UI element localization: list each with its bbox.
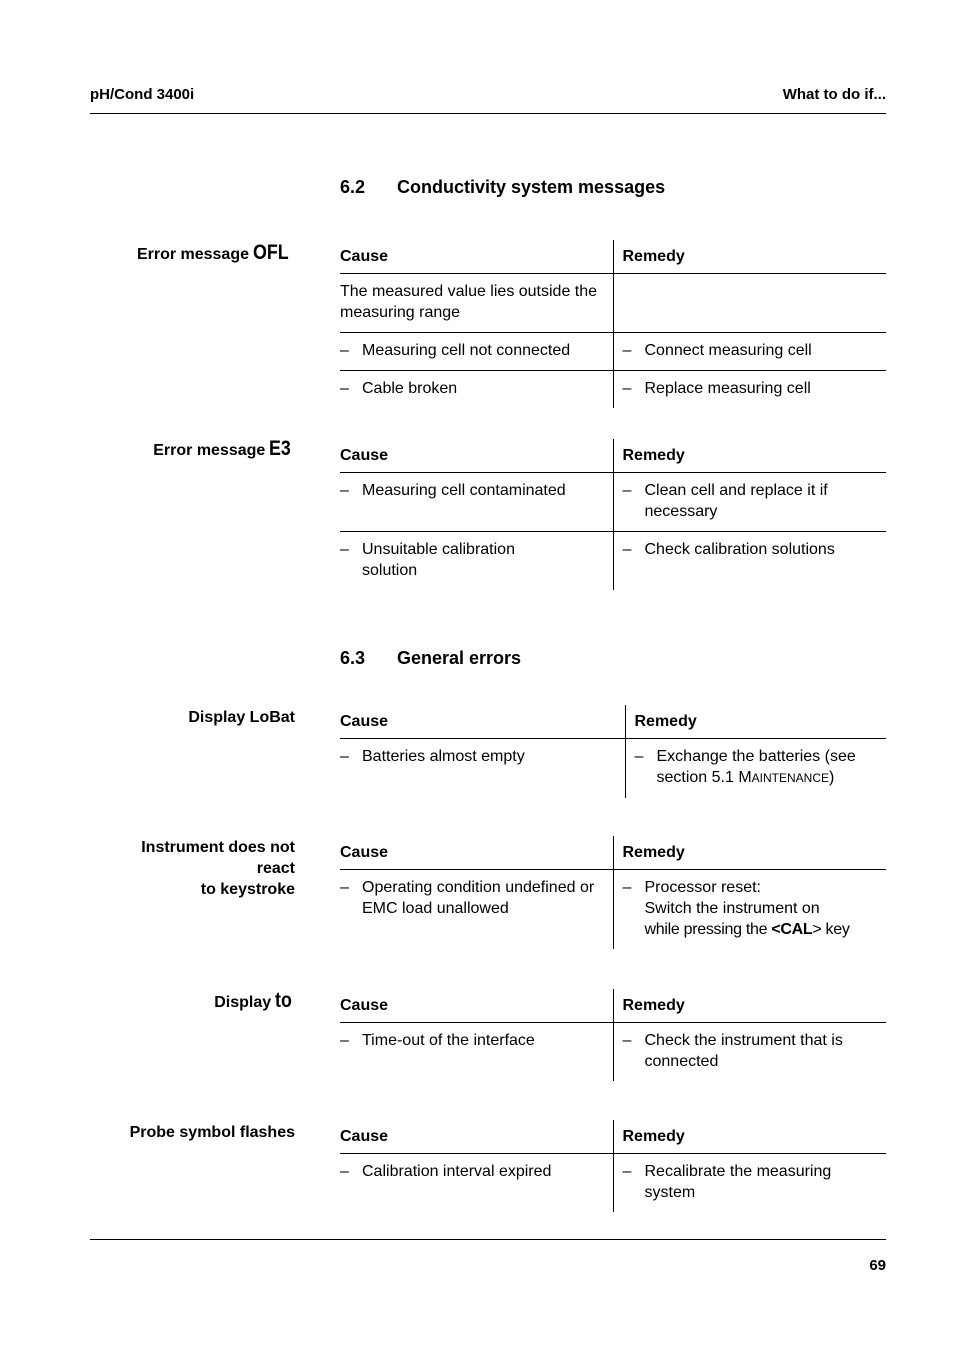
remedy-cell [613, 473, 886, 532]
table-header-row [340, 1120, 886, 1154]
table-row [340, 532, 886, 591]
cause-text: Operating condition undefined or EMC load unallowed [362, 879, 595, 917]
ofl-display-symbol: OFL [253, 241, 289, 264]
dash: – [622, 1163, 632, 1180]
remedy-cell [613, 1023, 886, 1082]
dash: – [340, 482, 349, 499]
table-header-row [340, 240, 886, 274]
side-label-line: Instrument does not [141, 839, 295, 856]
column-header-remedy: Remedy [613, 439, 886, 473]
column-header-remedy: Remedy [613, 1120, 886, 1154]
side-label-probe: Probe symbol flashes [129, 1124, 295, 1141]
side-label-lobat: Display LoBat [188, 709, 295, 726]
side-label-line: to keystroke [200, 881, 295, 898]
table-header-row [340, 989, 886, 1023]
cause-text: Cable broken [362, 380, 458, 397]
cause-text: Batteries almost empty [362, 748, 525, 765]
table-header-row [340, 836, 886, 870]
table-lobat [340, 705, 886, 798]
table-row [340, 371, 886, 409]
remedy-cell [613, 532, 886, 591]
dash: – [622, 342, 632, 359]
dash: – [340, 879, 349, 896]
remedy-text-part: while pressing the [644, 921, 772, 938]
table-header-row [340, 439, 886, 473]
dash: – [340, 748, 349, 765]
table-row [340, 1154, 886, 1213]
running-header-left: pH/Cond 3400i [90, 86, 195, 103]
remedy-cell [613, 870, 886, 950]
remedy-text: Check the instrument that is connected [644, 1032, 843, 1070]
dash: – [340, 541, 349, 558]
table-row [340, 274, 886, 333]
remedy-text: Recalibrate the measuring system [644, 1163, 832, 1201]
table-header-row [340, 705, 886, 739]
side-label-text: Error message [153, 442, 266, 459]
remedy-cell [625, 739, 886, 799]
remedy-cell [613, 274, 886, 333]
header-rule [90, 113, 886, 114]
remedy-text-part: ) [829, 769, 835, 786]
cause-cell [340, 274, 613, 333]
section-title: General errors [397, 648, 522, 668]
cause-text: Measuring cell not connected [362, 342, 571, 359]
side-label-ofl [75, 241, 295, 265]
side-label-line: react [256, 860, 295, 877]
running-header-right: What to do if... [782, 86, 886, 103]
cause-cell [340, 739, 625, 799]
remedy-cell [613, 1154, 886, 1213]
cause-cell [340, 371, 613, 409]
dash: – [622, 1032, 632, 1049]
dash: – [340, 1163, 349, 1180]
dash: – [622, 541, 632, 558]
table-to [340, 989, 886, 1081]
column-header-remedy: Remedy [613, 836, 886, 870]
column-header-remedy: Remedy [613, 240, 886, 274]
table-row [340, 473, 886, 532]
cause-cell [340, 333, 613, 371]
section-heading-6-3 [340, 648, 521, 669]
table-probe [340, 1120, 886, 1212]
dash: – [622, 879, 632, 896]
side-label-e3 [75, 437, 295, 461]
cause-cell [340, 473, 613, 532]
table-row [340, 1023, 886, 1082]
remedy-line [645, 919, 887, 940]
column-header-cause: Cause [340, 989, 613, 1023]
cause-text: Calibration interval expired [362, 1163, 552, 1180]
table-row [340, 333, 886, 371]
remedy-cell [613, 333, 886, 371]
cause-cell [340, 1154, 613, 1213]
dash: – [340, 342, 349, 359]
dash: – [622, 482, 632, 499]
remedy-text: Connect measuring cell [644, 342, 812, 359]
remedy-text [645, 877, 887, 940]
side-label-to [75, 989, 295, 1013]
cause-cell [340, 532, 613, 591]
table-ofl [340, 240, 886, 408]
page-number: 69 [869, 1257, 886, 1274]
remedy-line: Switch the instrument on [644, 900, 820, 917]
section-title: Conductivity system messages [397, 177, 666, 197]
remedy-text: Check calibration solutions [644, 541, 835, 558]
column-header-cause: Cause [340, 705, 625, 739]
column-header-cause: Cause [340, 836, 613, 870]
remedy-text-part: Exchange the batteries (see section 5.1 M [656, 748, 856, 786]
dash: – [634, 748, 644, 765]
side-label-text: Display [214, 994, 272, 1011]
cal-key-label: <CAL [771, 921, 813, 938]
cause-text: Measuring cell contaminated [362, 482, 566, 499]
remedy-line: Processor reset: [644, 879, 761, 896]
column-header-remedy: Remedy [613, 989, 886, 1023]
e3-display-symbol: E3 [269, 437, 292, 460]
column-header-cause: Cause [340, 240, 613, 274]
section-number: 6.2 [340, 177, 366, 197]
section-heading-6-2 [340, 177, 665, 198]
dash: – [340, 380, 349, 397]
side-label-text: Error message [136, 246, 249, 263]
side-label-no-react [75, 837, 295, 900]
table-no-react [340, 836, 886, 949]
dash: – [340, 1032, 349, 1049]
dash: – [622, 380, 632, 397]
table-e3 [340, 439, 886, 590]
remedy-text-part: > key [812, 921, 850, 938]
table-row [340, 870, 886, 950]
cause-text: The measured value lies outside the measuring range [340, 283, 598, 321]
remedy-text: Replace measuring cell [644, 380, 811, 397]
cause-text: Time-out of the interface [362, 1032, 535, 1049]
remedy-text: Clean cell and replace it if necessary [644, 482, 828, 520]
section-number: 6.3 [340, 648, 366, 668]
maintenance-small-caps: AINTENANCE [751, 771, 829, 785]
remedy-cell [613, 371, 886, 409]
column-header-cause: Cause [340, 1120, 613, 1154]
footer-rule [90, 1239, 886, 1240]
remedy-text [657, 746, 887, 789]
cause-cell [340, 870, 613, 950]
cause-cell [340, 1023, 613, 1082]
table-row [340, 739, 886, 799]
column-header-cause: Cause [340, 439, 613, 473]
column-header-remedy: Remedy [625, 705, 886, 739]
to-display-symbol: to [275, 989, 293, 1012]
cause-text: Unsuitable calibration solution [362, 541, 515, 579]
